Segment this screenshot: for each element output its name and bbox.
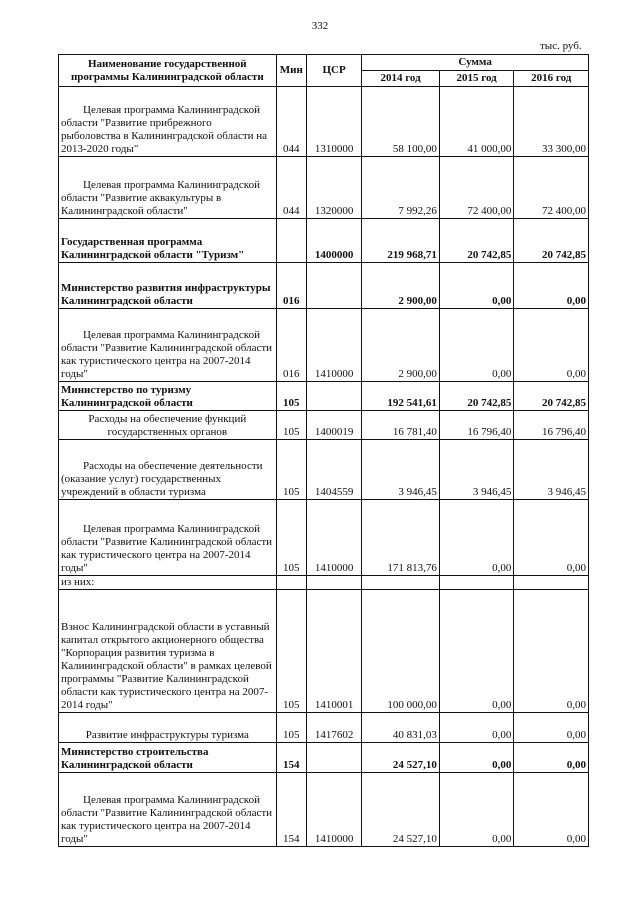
header-name: Наименование государственной программы Калининградской области (59, 55, 277, 87)
row-2015 (439, 576, 514, 590)
row-2014: 16 781,40 (362, 411, 440, 440)
row-csr: 1410000 (306, 309, 361, 382)
row-2014: 58 100,00 (362, 87, 440, 157)
header-sum: Сумма (362, 55, 589, 71)
row-2015: 0,00 (439, 713, 514, 743)
row-2015: 72 400,00 (439, 157, 514, 219)
row-2016 (514, 576, 589, 590)
row-2016: 3 946,45 (514, 440, 589, 500)
row-2015: 0,00 (439, 590, 514, 713)
row-2014: 7 992,26 (362, 157, 440, 219)
row-csr (306, 576, 361, 590)
row-2016: 0,00 (514, 713, 589, 743)
row-2014: 24 527,10 (362, 743, 440, 773)
row-name: Целевая программа Калининградской области "Развитие прибрежного рыболовства в Калининградской области на 2013-2020 годы" (59, 87, 277, 157)
row-min: 154 (276, 773, 306, 847)
row-2016: 72 400,00 (514, 157, 589, 219)
table-row (59, 157, 589, 219)
row-min: 105 (276, 590, 306, 713)
row-min: 105 (276, 411, 306, 440)
row-2015: 0,00 (439, 500, 514, 576)
row-2014 (362, 576, 440, 590)
row-min: 044 (276, 157, 306, 219)
row-min: 016 (276, 309, 306, 382)
table-row (59, 382, 589, 411)
row-2016: 20 742,85 (514, 382, 589, 411)
header-min: Мин (276, 55, 306, 87)
table-row (59, 87, 589, 157)
row-csr (306, 743, 361, 773)
row-2016: 20 742,85 (514, 219, 589, 263)
row-min (276, 219, 306, 263)
table-row (59, 590, 589, 713)
table-row (59, 411, 589, 440)
table-row (59, 440, 589, 500)
row-min (276, 576, 306, 590)
row-min: 154 (276, 743, 306, 773)
row-name: Развитие инфраструктуры туризма (59, 713, 277, 743)
row-name: Государственная программа Калининградской области "Туризм" (59, 219, 277, 263)
row-min: 105 (276, 713, 306, 743)
row-min: 105 (276, 440, 306, 500)
row-name: Министерство развития инфраструктуры Калининградской области (59, 263, 277, 309)
row-2016: 0,00 (514, 773, 589, 847)
row-2016: 0,00 (514, 263, 589, 309)
row-min: 105 (276, 382, 306, 411)
row-2016: 0,00 (514, 500, 589, 576)
row-csr: 1417602 (306, 713, 361, 743)
row-csr: 1410001 (306, 590, 361, 713)
row-name: Расходы на обеспечение деятельности (оказание услуг) государственных учреждений в области туризма (59, 440, 277, 500)
row-2015: 0,00 (439, 743, 514, 773)
units-label: тыс. руб. (540, 40, 582, 52)
row-2015: 3 946,45 (439, 440, 514, 500)
row-csr (306, 382, 361, 411)
table-row (59, 743, 589, 773)
header-csr: ЦСР (306, 55, 361, 87)
row-2014: 2 900,00 (362, 263, 440, 309)
table-row (59, 309, 589, 382)
row-min: 044 (276, 87, 306, 157)
header-year-2015: 2015 год (439, 71, 514, 87)
row-2014: 24 527,10 (362, 773, 440, 847)
row-csr: 1400000 (306, 219, 361, 263)
row-name: Целевая программа Калининградской области "Развитие Калининградской области как туристического центра на 2007-2014 годы" (59, 773, 277, 847)
row-2014: 3 946,45 (362, 440, 440, 500)
row-2014: 171 813,76 (362, 500, 440, 576)
row-2014: 2 900,00 (362, 309, 440, 382)
row-2015: 0,00 (439, 773, 514, 847)
row-2014: 219 968,71 (362, 219, 440, 263)
page-number: 332 (311, 20, 329, 32)
row-name: из них: (59, 576, 277, 590)
row-csr: 1400019 (306, 411, 361, 440)
header-year-2016: 2016 год (514, 71, 589, 87)
budget-table (58, 54, 589, 847)
row-min: 016 (276, 263, 306, 309)
row-csr: 1404559 (306, 440, 361, 500)
row-2016: 0,00 (514, 590, 589, 713)
row-2015: 20 742,85 (439, 219, 514, 263)
row-csr: 1410000 (306, 500, 361, 576)
row-name: Целевая программа Калининградской области "Развитие аквакультуры в Калининградской области" (59, 157, 277, 219)
row-2015: 0,00 (439, 309, 514, 382)
row-name: Целевая программа Калининградской области "Развитие Калининградской области как туристического центра на 2007-2014 годы" (59, 500, 277, 576)
row-2014: 192 541,61 (362, 382, 440, 411)
row-min: 105 (276, 500, 306, 576)
row-2015: 16 796,40 (439, 411, 514, 440)
table-row (59, 500, 589, 576)
row-2016: 33 300,00 (514, 87, 589, 157)
table-row (59, 773, 589, 847)
row-2014: 100 000,00 (362, 590, 440, 713)
row-name: Министерство по туризму Калининградской области (59, 382, 277, 411)
header-year-2014: 2014 год (362, 71, 440, 87)
row-2015: 0,00 (439, 263, 514, 309)
table-row (59, 219, 589, 263)
table-row (59, 263, 589, 309)
row-2016: 0,00 (514, 743, 589, 773)
row-name: Расходы на обеспечение функций государственных органов (59, 411, 277, 440)
row-2015: 41 000,00 (439, 87, 514, 157)
row-csr: 1310000 (306, 87, 361, 157)
row-name: Целевая программа Калининградской области "Развитие Калининградской области как туристического центра на 2007-2014 годы" (59, 309, 277, 382)
row-2014: 40 831,03 (362, 713, 440, 743)
row-csr: 1320000 (306, 157, 361, 219)
row-name: Взнос Калининградской области в уставный капитал открытого акционерного общества "Корпорация развития туризма в Калининградской области" в рамках целевой программы "Развитие Калининградской области как туристического центра на 2007-2014 годы" (59, 590, 277, 713)
table-row (59, 576, 589, 590)
row-name: Министерство строительства Калининградской области (59, 743, 277, 773)
row-2016: 0,00 (514, 309, 589, 382)
row-csr: 1410000 (306, 773, 361, 847)
row-2015: 20 742,85 (439, 382, 514, 411)
row-csr (306, 263, 361, 309)
table-row (59, 713, 589, 743)
row-2016: 16 796,40 (514, 411, 589, 440)
